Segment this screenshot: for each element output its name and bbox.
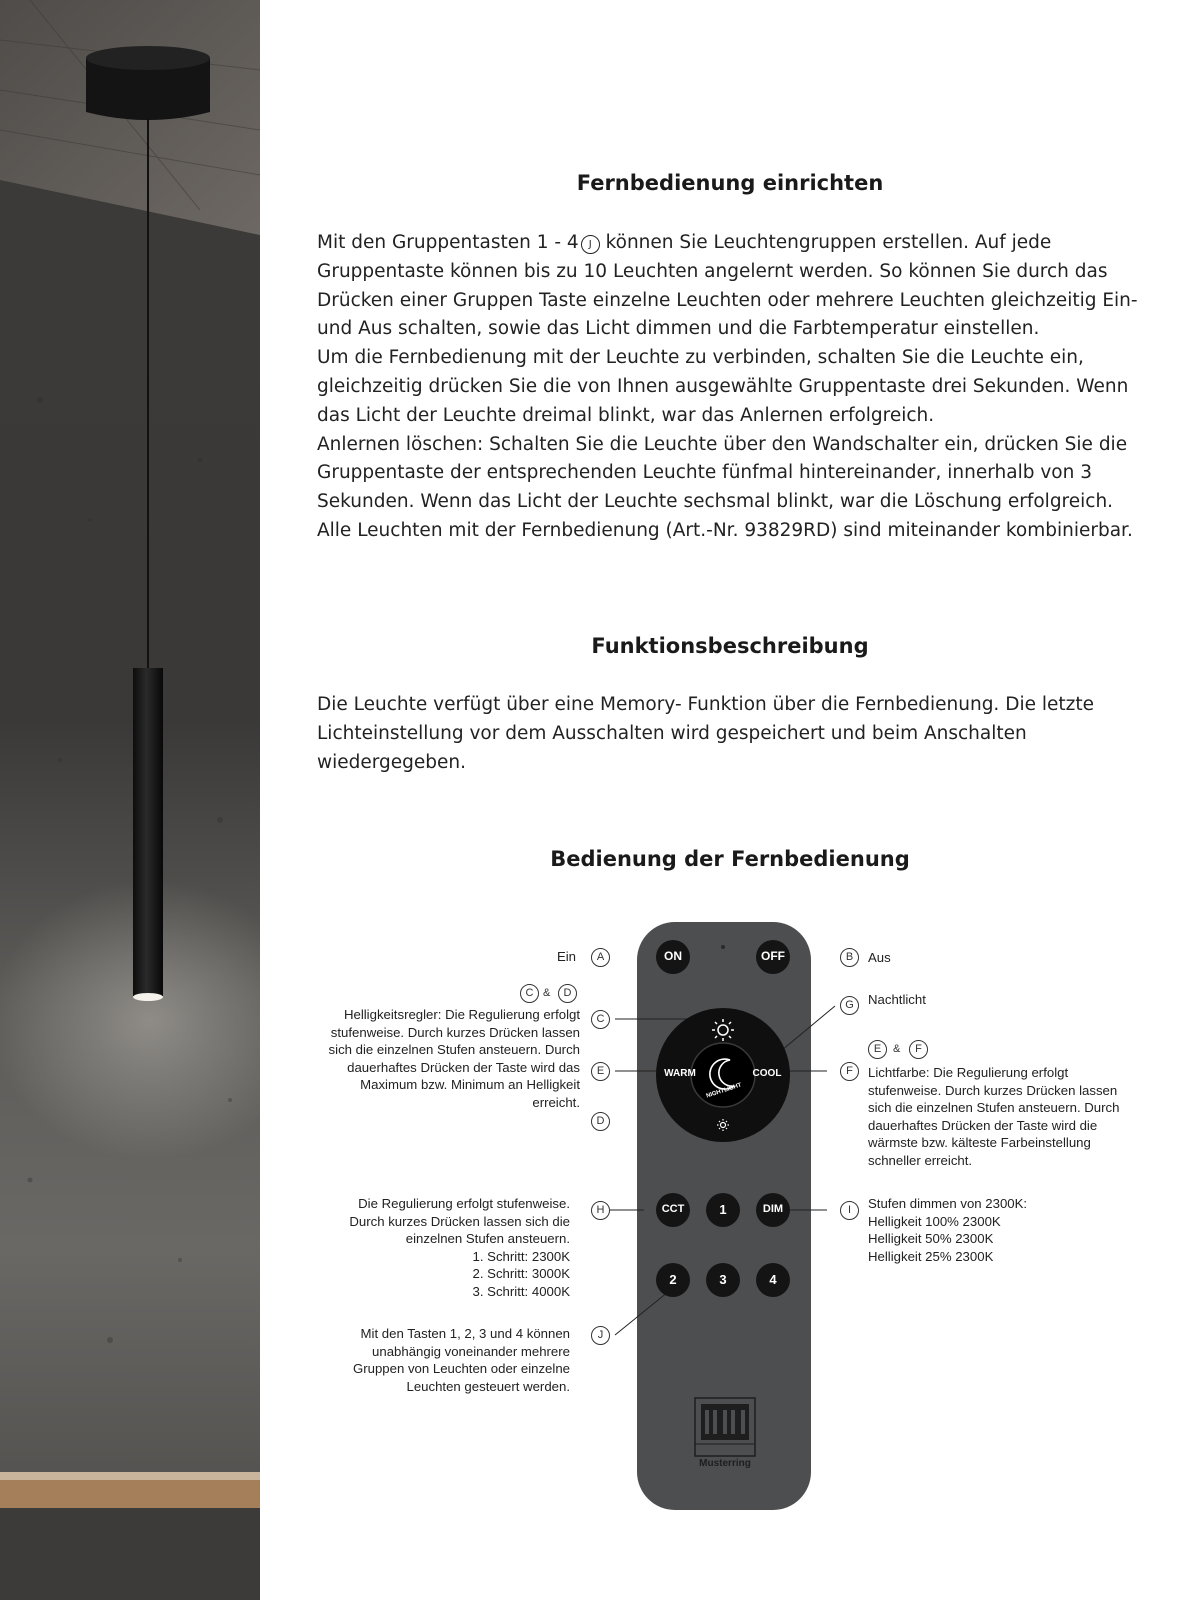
marker-d: D — [591, 1112, 610, 1131]
ampersand: & — [893, 1043, 901, 1055]
marker-e: E — [591, 1062, 610, 1081]
heading-remote-operation: Bedienung der Fernbedienung — [550, 847, 910, 871]
remote-diagram — [260, 900, 1200, 1520]
pendant-lamp-photo — [0, 0, 260, 1600]
cct-button-label: CCT — [661, 1203, 685, 1215]
heading-remote-setup: Fernbedienung einrichten — [576, 171, 884, 195]
heading-function-description: Funktionsbeschreibung — [591, 634, 869, 658]
marker-j: J — [591, 1326, 610, 1345]
marker-j-inline: J — [581, 235, 600, 254]
annotation-brightness: Helligkeitsregler: Die Regulierung erfolgt stufenweise. Durch kurzes Drücken lassen sich die einzelnen Stufen ansteuern. Durch dauerhaftes Drücken der Taste wird das Maximum bzw. Minimum an Helligkeit erreicht. — [328, 1007, 580, 1110]
group-4-label: 4 — [769, 1272, 777, 1287]
annotation-group-buttons: Mit den Tasten 1, 2, 3 und 4 können unabhängig voneinander mehrere Gruppen von Leuchten oder einzelne Leuchten gesteuert werden. — [352, 1326, 570, 1394]
annotation-on: Ein — [556, 949, 576, 964]
marker-d-header: D — [558, 984, 577, 1003]
annotation-cct: Die Regulierung erfolgt stufenweise. Durch kurzes Drücken lassen sich die einzelnen Stufen ansteuern. 1. Schritt: 2300K 2. Schritt: 3000K 3. Schritt: 4000K — [349, 1196, 570, 1299]
on-button-label: ON — [664, 949, 682, 963]
marker-h: H — [591, 1201, 610, 1220]
paragraph: Anlernen löschen: Schalten Sie die Leuchte über den Wandschalter ein, drücken Sie die Gruppentaste der entsprechenden Leuchte fünfmal hintereinander, innerhalb von 3 Sekunden. Wenn das Licht der Leuchte sechsmal blinkt, war die Löschung erfolgreich. — [317, 433, 1128, 513]
marker-f: F — [840, 1062, 859, 1081]
marker-f-header: F — [909, 1040, 928, 1059]
marker-g: G — [840, 996, 859, 1015]
pendant-tube — [133, 668, 163, 996]
marker-b: B — [840, 948, 859, 967]
group-3-label: 3 — [719, 1272, 727, 1287]
indicator-led — [721, 945, 725, 949]
light-glow — [0, 880, 260, 1160]
off-button-label: OFF — [761, 949, 785, 963]
paragraph: Mit den Gruppentasten 1 - 4 J können Sie Leuchtengruppen erstellen. Auf jede Gruppentaste können bis zu 10 Leuchten angelernt werden. So können Sie durch das Drücken einer Gruppen Taste einzelne Leuchten oder mehrere Leuchten gleichzeitig Ein- und Aus schalten, sowie das Licht dimmen und die Farbtemperatur einstellen. — [317, 232, 1138, 340]
ampersand: & — [543, 987, 551, 999]
marker-c: C — [591, 1010, 610, 1029]
marker-e-header: E — [868, 1040, 887, 1059]
remote-setup-text — [317, 229, 1147, 546]
cool-button-label: COOL — [752, 1068, 782, 1079]
marker-a: A — [591, 948, 610, 967]
annotation-off: Aus — [868, 950, 891, 965]
group-2-label: 2 — [669, 1272, 677, 1287]
wooden-shelf — [0, 1480, 260, 1508]
marker-c-header: C — [520, 984, 539, 1003]
manual-page-content — [260, 0, 1200, 1600]
pendant-light-emitter — [133, 993, 163, 1001]
annotation-light-color: Lichtfarbe: Die Regulierung erfolgt stufenweise. Durch kurzes Drücken lassen sich die einzelnen Stufen ansteuern. Durch dauerhaftes Drücken der Taste wird die wärmste bzw. kälteste Farbeinstellung schneller erreicht. — [868, 1065, 1120, 1168]
annotation-dim: Stufen dimmen von 2300K: Helligkeit 100% 2300K Helligkeit 50% 2300K Helligkeit 25% 2300K — [868, 1196, 1028, 1264]
group-1-label: 1 — [719, 1202, 727, 1217]
paragraph: Um die Fernbedienung mit der Leuchte zu verbinden, schalten Sie die Leuchte ein, gleichzeitig drücken Sie die von Ihnen ausgewählte Gruppentaste drei Sekunden. Wenn das Licht der Leuchte dreimal blinkt, war das Anlernen erfolgreich. — [317, 347, 1129, 426]
function-description-text: Die Leuchte verfügt über eine Memory- Funktion über die Fernbedienung. Die letzte Lichteinstellung vor dem Ausschalten wird gespeichert und beim Anschalten wiedergegeben. — [317, 694, 1094, 773]
paragraph: Alle Leuchten mit der Fernbedienung (Art.-Nr. 93829RD) sind miteinander kombinierbar. — [317, 519, 1133, 541]
wall-background — [0, 0, 260, 1600]
warm-button-label: WARM — [664, 1068, 696, 1079]
marker-i: I — [840, 1201, 859, 1220]
dim-button-label: DIM — [762, 1203, 784, 1215]
annotation-nightlight: Nachtlicht — [868, 992, 926, 1007]
brand-label: Musterring — [699, 1458, 751, 1469]
nightlight-label: NIGHTLIGHT — [705, 1082, 743, 1100]
